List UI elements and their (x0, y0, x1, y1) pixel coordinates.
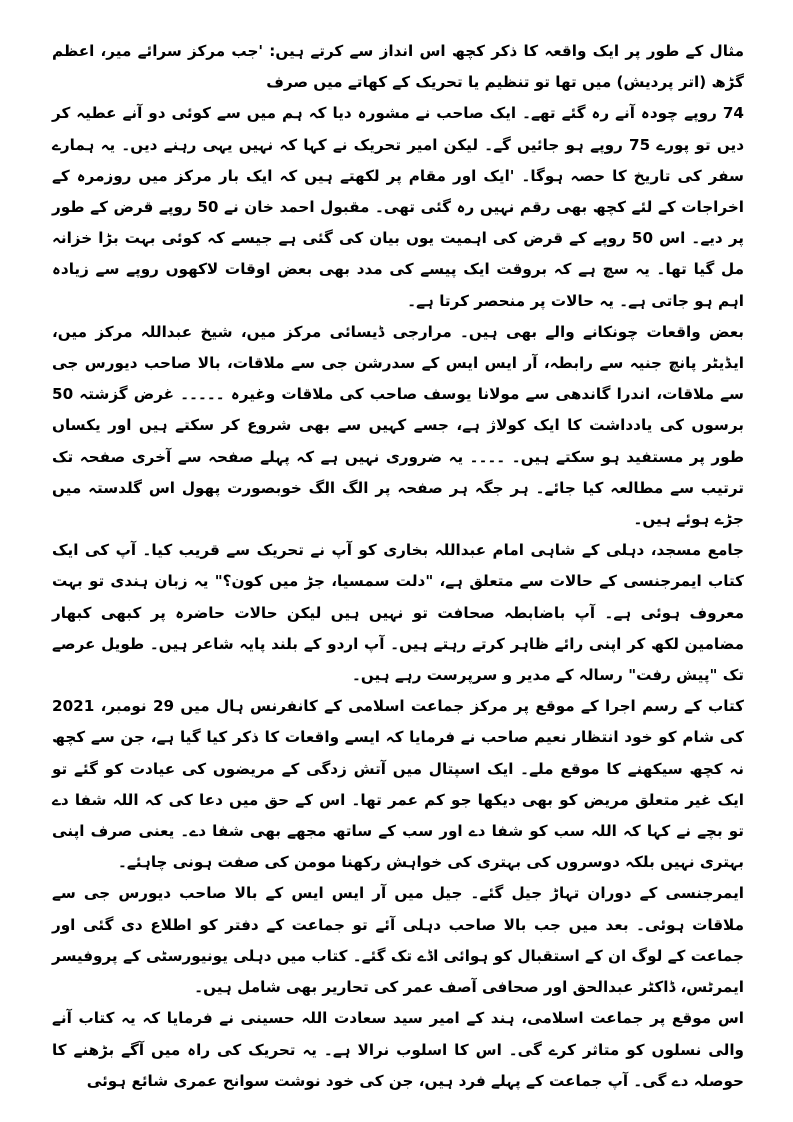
document-page (52, 36, 744, 1097)
paragraph-7: اس موقع پر جماعت اسلامی، ہند کے امیر سید سعادت اللہ حسینی نے فرمایا کہ یہ کتاب آنے والی نسلوں کو متاثر کرے گی۔ اس کا اسلوب نرالا ہے۔ یہ تحریک کی راہ میں آگے بڑھنے کا حوصلہ دے گی۔ آپ جماعت کے پہلے فرد ہیں، جن کی خود نوشت سوانح عمری شائع ہوئی (52, 1009, 744, 1090)
paragraph-4: جامع مسجد، دہلی کے شاہی امام عبداللہ بخاری کو آپ نے تحریک سے قریب کیا۔ آپ کی ایک کتاب ایمرجنسی کے حالات سے متعلق ہے، "دلت سمسیا، جڑ میں کون؟" یہ زبان ہندی تو بہت معروف ہوئی ہے۔ آپ باضابطہ صحافت تو نہیں ہیں لیکن حالات حاضرہ پر کبھی کبھار مضامین لکھ کر اپنی رائے ظاہر کرتے رہتے ہیں۔ آپ اردو کے بلند پایہ شاعر ہیں۔ طویل عرصے تک "پیش رفت" رسالہ کے مدیر و سرپرست رہے ہیں۔ (52, 541, 744, 685)
paragraph-5: کتاب کے رسم اجرا کے موقع پر مرکز جماعت اسلامی کے کانفرنس ہال میں 29 نومبر، 2021 کی شام کو خود انتظار نعیم صاحب نے فرمایا کہ ایسے واقعات کا ذکر کیا گیا ہے، جن سے کچھ نہ کچھ سیکھنے کا موقع ملے۔ ایک اسپتال میں آتش زدگی کے مریضوں کی عیادت کو گئے تو ایک غیر متعلق مریض کو بھی دیکھا جو کم عمر تھا۔ اس کے حق میں دعا کی کہ اللہ شفا دے تو بچے نے کہا کہ اللہ سب کو شفا دے اور سب کے ساتھ مجھے بھی شفا دے۔ یعنی صرف اپنی بہتری نہیں بلکہ دوسروں کی بہتری کی خواہش رکھنا مومن کی صفت ہونی چاہئے۔ (52, 697, 744, 872)
paragraph-1: مثال کے طور پر ایک واقعہ کا ذکر کچھ اس انداز سے کرتے ہیں: 'جب مرکز سرائے میر، اعظم گڑھ (اتر پردیش) میں تھا تو تنظیم یا تحریک کے کھاتے میں صرف (52, 42, 744, 92)
paragraph-3: بعض واقعات چونکانے والے بھی ہیں۔ مرارجی ڈیسائی مرکز میں، شیخ عبداللہ مرکز میں، ایڈیٹر پانچ جنیہ سے رابطہ، آر ایس ایس کے سدرشن جی سے ملاقات، بالا صاحب دیورس جی سے ملاقات، اندرا گاندھی سے مولانا یوسف صاحب کی ملاقات وغیرہ ۔۔۔۔۔ غرض گزشتہ 50 برسوں کی یادداشت کا ایک کولاژ ہے، جسے کہیں سے بھی شروع کر سکتے ہیں اور یکساں طور پر مستفید ہو سکتے ہیں۔ ۔۔۔۔ یہ ضروری نہیں ہے کہ پہلے صفحہ سے آخری صفحہ تک ترتیب سے مطالعہ کیا جائے۔ ہر جگہ ہر صفحہ پر الگ الگ خوبصورت پھول اس گلدستہ میں جڑے ہوئے ہیں۔ (52, 322, 744, 529)
paragraph-2: 74 روپے چودہ آنے رہ گئے تھے۔ ایک صاحب نے مشورہ دیا کہ ہم میں سے کوئی دو آنے عطیہ کر دیں تو پورے 75 روپے ہو جائیں گے۔ لیکن امیر تحریک نے کہا کہ نہیں یہی رہنے دیں۔ یہ ہمارے سفر کی تاریخ کا حصہ ہوگا۔ 'ایک اور مقام پر لکھتے ہیں کہ ایک بار مرکز میں روزمرہ کے اخراجات کے لئے کچھ بھی رقم نہیں رہ گئی تھی۔ مقبول احمد خان نے 50 روپے قرض کے طور پر دیے۔ اس 50 روپے کے قرض کی اہمیت یوں بیان کی گئی ہے جیسے کہ کوئی بہت بڑا خزانہ مل گیا تھا۔ یہ سچ ہے کہ بروقت ایک پیسے کی مدد بھی بعض اوقات لاکھوں روپے سے زیادہ اہم ہو جاتی ہے۔ یہ حالات پر منحصر کرتا ہے۔ (52, 104, 744, 310)
paragraph-6: ایمرجنسی کے دوران تہاڑ جیل گئے۔ جیل میں آر ایس ایس کے بالا صاحب دیورس جی سے ملاقات ہوئی۔ بعد میں جب بالا صاحب دہلی آئے تو جماعت کے دفتر کو اطلاع دی گئی اور جماعت کے لوگ ان کے استقبال کو ہوائی اڈے تک گئے۔ کتاب میں دہلی یونیورسٹی کے پروفیسر ایمرٹس، ڈاکٹر عبدالحق اور صحافی آصف عمر کی تحاریر بھی شامل ہیں۔ (52, 884, 744, 997)
